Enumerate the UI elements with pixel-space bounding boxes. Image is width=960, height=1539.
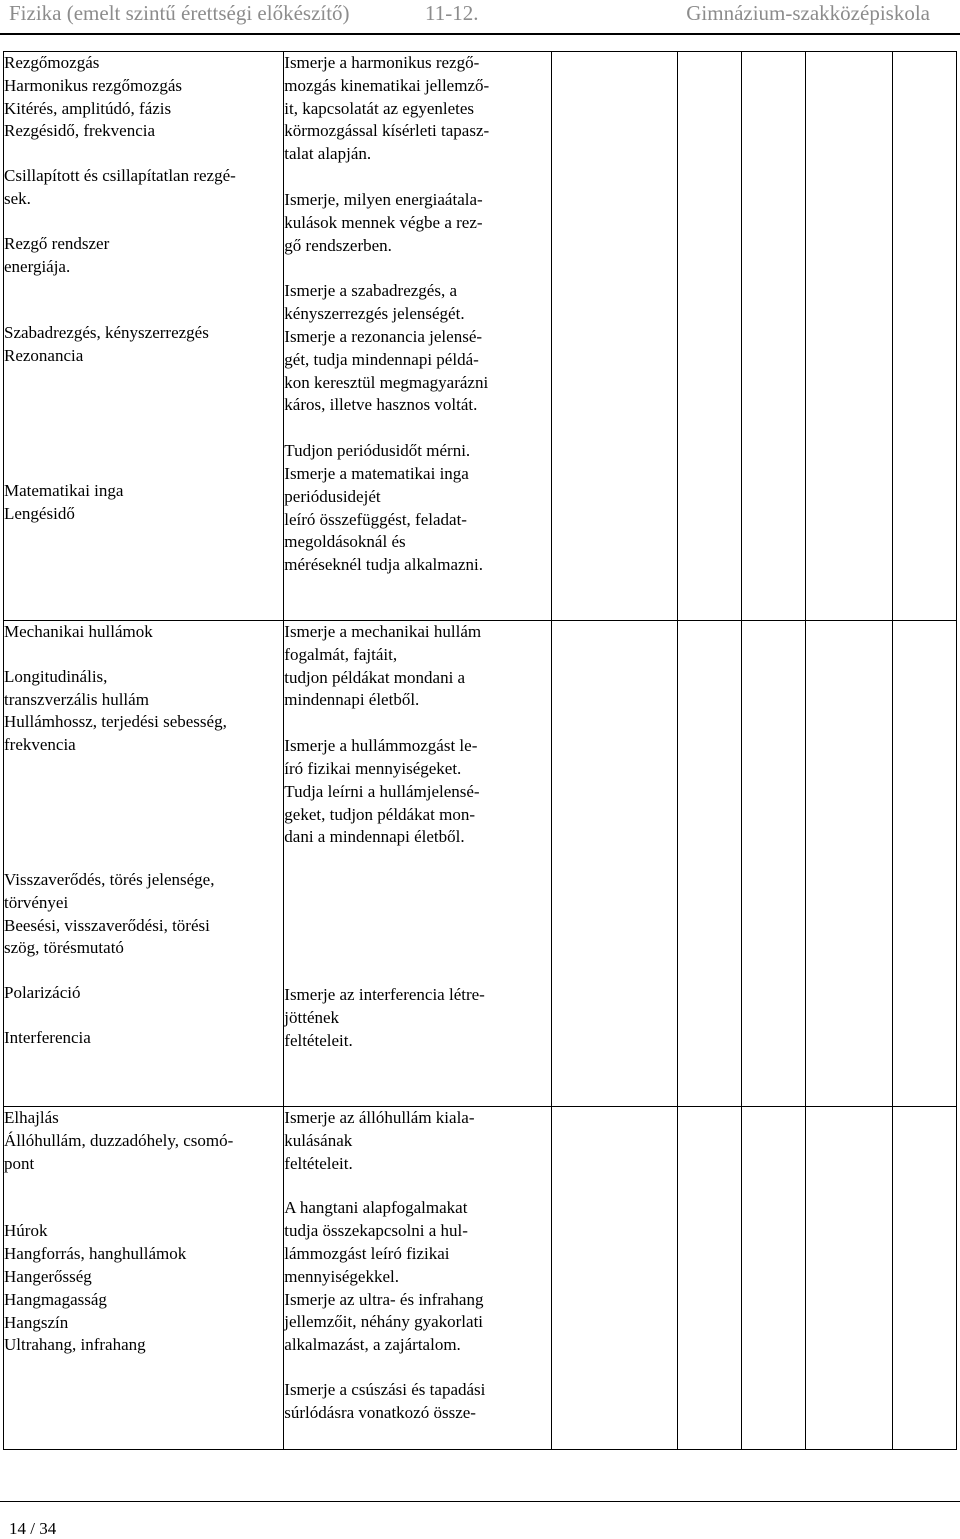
requirement-block [284, 280, 550, 417]
topic-block [4, 869, 283, 960]
empty-cell [805, 1107, 892, 1450]
header-rule [0, 33, 960, 35]
text-line: energiája. [4, 256, 71, 276]
text-line: Kitérés, amplitúdó, fázis [4, 98, 172, 118]
text-line: geket, tudjon példákat mon- [284, 804, 476, 824]
text-line: Polarizáció [4, 983, 81, 1003]
text-line: Elhajlás [4, 1108, 59, 1127]
topics-cell [4, 52, 284, 621]
text-line: Ismerje az interferencia létre- [284, 985, 485, 1005]
requirement-block [284, 189, 550, 257]
text-line: kon keresztül megmagyarázni [284, 372, 489, 392]
text-line: jöttének [284, 1007, 340, 1027]
text-line: Rezgő rendszer [4, 233, 110, 253]
empty-cell [805, 621, 892, 1107]
text-line: Matematikai inga [4, 480, 124, 500]
topic-block [4, 621, 283, 644]
text-line: Ismerje a hullámmozgást le- [284, 736, 478, 756]
topic-block [4, 1220, 283, 1357]
text-line: Ismerje a harmonikus rezgő- [284, 53, 480, 72]
text-line: mozgás kinematikai jellemző- [284, 75, 490, 95]
text-line: talat alapján. [284, 144, 372, 164]
empty-cell [892, 1107, 956, 1450]
text-line: író fizikai mennyiségeket. [284, 758, 462, 778]
text-line: lámmozgást leíró fizikai [284, 1243, 450, 1263]
text-line: fogalmát, fajtáit, [284, 644, 398, 664]
topic-block [4, 322, 283, 368]
requirement-block [284, 52, 550, 166]
text-line: tudjon példákat mondani a [284, 667, 466, 687]
text-line: Visszaverődés, törés jelensége, [4, 869, 215, 889]
text-line: periódusidejét [284, 486, 381, 506]
topic-block [4, 480, 283, 526]
text-line: Hangforrás, hanghullámok [4, 1244, 187, 1264]
text-line: Ismerje az ultra- és infrahang [284, 1289, 484, 1309]
text-line: A hangtani alapfogalmakat [284, 1198, 468, 1218]
empty-cell [741, 1107, 805, 1450]
text-line: Ismerje az állóhullám kiala- [284, 1108, 475, 1127]
requirement-block [284, 621, 550, 712]
topic-block [4, 1027, 283, 1050]
text-line: Hangszín [4, 1312, 69, 1332]
requirement-block [284, 735, 550, 849]
text-line: szög, törésmutató [4, 938, 124, 958]
text-line: alkalmazást, a zajártalom. [284, 1335, 461, 1355]
text-line: Mechanikai hullámok [4, 622, 153, 641]
text-line: Rezgésidő, frekvencia [4, 121, 156, 141]
empty-cell [677, 621, 741, 1107]
text-line: Interferencia [4, 1027, 91, 1047]
topic-block [4, 1107, 283, 1175]
empty-cell [551, 1107, 677, 1450]
text-line: Tudjon periódusidőt mérni. [284, 441, 471, 461]
text-line: leíró összefüggést, feladat- [284, 509, 467, 529]
empty-cell [741, 621, 805, 1107]
requirements-cell [284, 621, 551, 1107]
school-type: Gimnázium-szakközépiskola [686, 1, 930, 25]
text-line: kulásának [284, 1130, 353, 1150]
text-line: Lengésidő [4, 503, 75, 523]
text-line: Harmonikus rezgőmozgás [4, 75, 182, 95]
empty-cell [677, 1107, 741, 1450]
text-line: Ismerje a csúszási és tapadási [284, 1379, 486, 1399]
grade-label: 11-12. [425, 1, 479, 25]
course-title: Fizika (emelt szintű érettségi előkészítő) [9, 1, 350, 25]
requirements-cell [284, 52, 551, 621]
table-row [4, 621, 957, 1107]
requirement-block [284, 984, 550, 1052]
text-line: méréseknél tudja alkalmazni. [284, 555, 484, 575]
text-line: frekvencia [4, 735, 76, 755]
requirement-block [284, 1107, 550, 1175]
topics-cell [4, 1107, 284, 1450]
text-line: Szabadrezgés, kényszerrezgés [4, 323, 209, 343]
text-line: feltételeit. [284, 1030, 353, 1050]
text-line: mindennapi életből. [284, 690, 420, 710]
text-line: feltételeit. [284, 1153, 353, 1173]
text-line: Állóhullám, duzzadóhely, csomó- [4, 1130, 234, 1150]
requirement-block [284, 440, 550, 577]
footer-rule [0, 1501, 960, 1502]
table-row [4, 1107, 957, 1450]
text-line: mennyiségekkel. [284, 1266, 399, 1286]
text-line: tudja összekapcsolni a hul- [284, 1221, 468, 1241]
empty-cell [892, 621, 956, 1107]
text-line: törvényei [4, 892, 69, 912]
text-line: Hangmagasság [4, 1289, 107, 1309]
text-line: jellemzőit, néhány gyakorlati [284, 1312, 484, 1332]
text-line: Húrok [4, 1221, 48, 1241]
text-line: gét, tudja mindennapi példá- [284, 349, 479, 369]
text-line: Ismerje, milyen energiaátala- [284, 189, 483, 209]
text-line: Rezgőmozgás [4, 53, 100, 72]
topic-block [4, 165, 283, 211]
text-line: pont [4, 1153, 35, 1173]
text-line: sek. [4, 188, 31, 208]
topic-block [4, 233, 283, 279]
text-line: Ultrahang, infrahang [4, 1335, 146, 1355]
text-line: Ismerje a szabadrezgés, a [284, 281, 458, 301]
page-header [0, 0, 960, 30]
empty-cell [551, 621, 677, 1107]
topic-block [4, 666, 283, 757]
text-line: Rezonancia [4, 346, 84, 366]
text-line: káros, illetve hasznos voltát. [284, 395, 478, 415]
text-line: kényszerrezgés jelenségét. [284, 304, 465, 324]
text-line: Tudja leírni a hullámjelensé- [284, 781, 480, 801]
topics-cell [4, 621, 284, 1107]
topic-block [4, 982, 283, 1005]
requirements-cell [284, 1107, 551, 1450]
text-line: Ismerje a matematikai inga [284, 463, 469, 483]
text-line: súrlódásra vonatkozó össze- [284, 1402, 476, 1422]
text-line: körmozgással kísérleti tapasz- [284, 121, 490, 141]
page-number: 14 / 34 [9, 1519, 57, 1538]
requirement-block [284, 1379, 550, 1425]
text-line: transzverzális hullám [4, 689, 149, 709]
text-line: Hangerősség [4, 1266, 92, 1286]
text-line: kulások mennek végbe a rez- [284, 212, 483, 232]
text-line: Hullámhossz, terjedési sebesség, [4, 712, 227, 732]
text-line: gő rendszerben. [284, 235, 392, 255]
text-line: Ismerje a rezonancia jelensé- [284, 326, 483, 346]
text-line: Longitudinális, [4, 666, 108, 686]
empty-cell [677, 52, 741, 621]
empty-cell [741, 52, 805, 621]
text-line: it, kapcsolatát az egyenletes [284, 98, 475, 118]
text-line: Ismerje a mechanikai hullám [284, 622, 482, 641]
text-line: Csillapított és csillapítatlan rezgé- [4, 166, 236, 186]
text-line: megoldásoknál és [284, 532, 406, 552]
requirement-block [284, 1197, 550, 1357]
text-line: dani a mindennapi életből. [284, 827, 465, 847]
empty-cell [805, 52, 892, 621]
text-line: Beesési, visszaverődési, törési [4, 915, 210, 935]
empty-cell [551, 52, 677, 621]
table-row [4, 52, 957, 621]
empty-cell [892, 52, 956, 621]
topic-block [4, 52, 283, 143]
curriculum-table [3, 51, 957, 1450]
